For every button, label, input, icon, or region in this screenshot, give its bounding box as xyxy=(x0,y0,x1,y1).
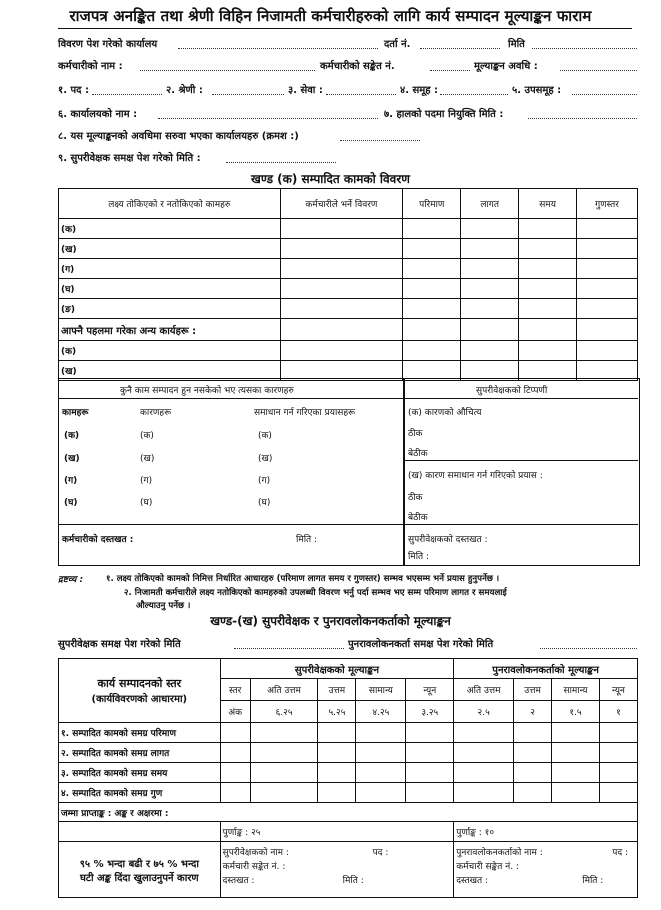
sup-eval-header: सुपरीवेक्षकको मूल्याङ्कन xyxy=(220,659,454,679)
col-cost: लागत xyxy=(461,189,519,219)
prev-offices-field[interactable] xyxy=(340,130,420,141)
sup-name-label: सुपरीवेक्षकको नाम : xyxy=(222,848,289,858)
eval-table xyxy=(58,658,638,898)
full-marks-sup: पुर्णाङ्क : २५ xyxy=(220,822,454,842)
emp-sign-date: मिति : xyxy=(296,535,318,545)
sup-date-label: मिति : xyxy=(342,876,364,886)
row-label: (ख) xyxy=(59,361,281,381)
cell[interactable] xyxy=(280,259,403,279)
cell[interactable] xyxy=(403,319,461,341)
rev-submit-label: पुनरावलोकनकर्ता समक्ष पेश गरेको मिति xyxy=(348,639,494,650)
cell[interactable] xyxy=(514,763,552,783)
sup-mark: ६.२५ xyxy=(250,701,318,723)
sup-sign-label: सुपरीवेक्षकको दस्तखत : xyxy=(408,535,488,545)
cell[interactable] xyxy=(514,743,552,763)
cell[interactable] xyxy=(356,763,406,783)
table-row xyxy=(59,319,638,341)
eval-period-label: मूल्याङ्कन अवधि : xyxy=(474,61,538,72)
note-line-3: औल्याउनु पर्नेछ । xyxy=(136,601,191,611)
comment-split-rule xyxy=(403,460,638,461)
section-a-title: खण्ड (क) सम्पादित कामको विवरण xyxy=(251,172,410,186)
cell[interactable] xyxy=(250,763,318,783)
cell[interactable] xyxy=(519,259,577,279)
sup-sign-date: मिति : xyxy=(408,552,430,562)
reason-row: (क) xyxy=(140,431,154,441)
reason-row: (क) xyxy=(258,431,272,441)
cell[interactable] xyxy=(519,279,577,299)
cell[interactable] xyxy=(318,763,356,783)
marks-label: अंक xyxy=(220,701,250,723)
cell[interactable] xyxy=(356,723,406,743)
rev-level: अति उत्तम xyxy=(454,679,514,701)
cell[interactable] xyxy=(552,783,600,803)
col-quality: गुणस्तर xyxy=(577,189,638,219)
cell[interactable] xyxy=(403,279,461,299)
cell[interactable] xyxy=(599,783,637,803)
note-label: द्रष्टव्य : xyxy=(58,575,84,585)
sup-submit-field[interactable] xyxy=(234,638,344,649)
rev-sign-block[interactable] xyxy=(454,842,638,898)
cell[interactable] xyxy=(599,763,637,783)
emp-name-field[interactable] xyxy=(140,60,315,71)
cell[interactable] xyxy=(461,341,519,361)
reason-block xyxy=(59,842,221,898)
cell[interactable] xyxy=(318,783,356,803)
cell[interactable] xyxy=(356,743,406,763)
emp-code-field[interactable] xyxy=(430,60,470,71)
rev-name-line xyxy=(456,845,635,859)
cell[interactable] xyxy=(406,783,454,803)
cell[interactable] xyxy=(454,763,514,783)
subgroup-field[interactable] xyxy=(572,84,637,95)
rev-mark: १ xyxy=(599,701,637,723)
sup-level: सामान्य xyxy=(356,679,406,701)
cell[interactable] xyxy=(577,319,638,341)
rev-date-label: मिति : xyxy=(582,876,604,886)
reason-row: (घ) xyxy=(258,498,271,508)
note-line-2: २. निजामती कर्मचारीले लक्ष्य नतोकिएको कामहरुको उपलब्धी विवरण भर्नु पर्दा सम्भव भए सम्म परिमाण लागत र समयलाई xyxy=(124,588,507,598)
table-row xyxy=(59,763,638,783)
sup-sign-label: दस्तखत : xyxy=(222,876,255,886)
other-work-label: आफ्नै पहलमा गरेका अन्य कार्यहरू : xyxy=(59,319,281,341)
rev-eval-header: पुनरावलोकनकर्ताको मूल्याङ्कन xyxy=(454,659,638,679)
sup-post-label: पद : xyxy=(372,848,389,858)
submit-date-label: ९. सुपरीवेक्षक समक्ष पेश गरेको मिति : xyxy=(58,153,201,164)
rev-mark: २.५ xyxy=(454,701,514,723)
rev-name-label: पुनरावलोकनकर्ताको नाम : xyxy=(456,848,543,858)
cell[interactable] xyxy=(220,743,250,763)
cell[interactable] xyxy=(280,299,403,319)
cell[interactable] xyxy=(318,723,356,743)
cell[interactable] xyxy=(461,219,519,239)
group-label: ४. समूह : xyxy=(400,85,439,96)
table-row xyxy=(59,783,638,803)
sup-mark: ५.२५ xyxy=(318,701,356,723)
cell[interactable] xyxy=(454,783,514,803)
reason-row: (क) xyxy=(64,431,80,441)
submit-date-field[interactable] xyxy=(226,152,336,163)
cell[interactable] xyxy=(552,743,600,763)
total-label[interactable]: जम्मा प्राप्ताङ्क : अङ्क र अक्षरमा : xyxy=(59,803,638,822)
level-title: कार्य सम्पादनको स्तर xyxy=(97,677,182,690)
col-quantity: परिमाण xyxy=(403,189,461,219)
sup-sign-line xyxy=(223,873,452,887)
row-label: (घ) xyxy=(59,279,281,299)
sup-mark: ३.२५ xyxy=(406,701,454,723)
rev-level: न्यून xyxy=(599,679,637,701)
section-b-title: खण्ड-(ख) सुपरीवेक्षक र पुनरावलोकनकर्ताको मूल्याङ्कन xyxy=(210,614,451,628)
sup-name-line xyxy=(223,845,452,859)
cell[interactable] xyxy=(519,319,577,341)
reason-row: (ग) xyxy=(258,476,271,486)
service-field[interactable] xyxy=(326,84,396,95)
cell[interactable] xyxy=(280,239,403,259)
table-row xyxy=(59,219,638,239)
cell[interactable] xyxy=(599,743,637,763)
group-field[interactable] xyxy=(440,84,508,95)
reason-row: (ग) xyxy=(64,476,78,486)
sup-code-label: कर्मचारी सङ्केत नं. : xyxy=(222,862,286,872)
emp-code-label: कर्मचारीको सङ्केत नं. xyxy=(320,61,395,72)
cell[interactable] xyxy=(461,319,519,341)
table-row xyxy=(59,299,638,319)
cell[interactable] xyxy=(461,239,519,259)
sup-submit-label: सुपरीवेक्षक समक्ष पेश गरेको मिति xyxy=(58,639,181,650)
comment-reason-justification: (क) कारणको औचित्य xyxy=(408,408,482,418)
form-title: राजपत्र अनङ्कित तथा श्रेणी विहिन निजामती कर्मचारीहरुको लागि कार्य सम्पादन मूल्याङ्कन फाराम xyxy=(69,7,592,25)
cell[interactable] xyxy=(318,743,356,763)
cell[interactable] xyxy=(552,723,600,743)
cell[interactable] xyxy=(577,279,638,299)
post-field[interactable] xyxy=(92,84,162,95)
cell[interactable] xyxy=(403,219,461,239)
note-line-1: १. लक्ष्य तोकिएको कामको निमित्त निर्धारित आधारहरु (परिमाण लागत समय र गुणस्तर) सम्भव भएसम्म भर्ने प्रयास हुनुपर्नेछ । xyxy=(106,574,500,584)
criteria-label: ४. सम्पादित कामको समग्र गुण xyxy=(59,783,221,803)
rev-code-label: कर्मचारी सङ्केत नं. : xyxy=(456,862,519,872)
col-emp-detail: कर्मचारीले भर्ने विवरण xyxy=(280,189,403,219)
sup-level: न्यून xyxy=(406,679,454,701)
grade-label: २. श्रेणी : xyxy=(166,85,203,96)
cell[interactable] xyxy=(577,239,638,259)
cell[interactable] xyxy=(220,763,250,783)
row-label: (ङ) xyxy=(59,299,281,319)
level-label: स्तर xyxy=(220,679,250,701)
cell[interactable] xyxy=(280,219,403,239)
level-header xyxy=(59,659,221,723)
reason-col-effort: समाधान गर्न गरिएका प्रयासहरू xyxy=(254,408,356,418)
rev-level: उत्तम xyxy=(514,679,552,701)
regno-field[interactable] xyxy=(420,38,500,49)
col-time: समय xyxy=(519,189,577,219)
cell[interactable] xyxy=(461,299,519,319)
table-row xyxy=(59,723,638,743)
cell[interactable] xyxy=(461,259,519,279)
cell[interactable] xyxy=(514,783,552,803)
subgroup-label: ५. उपसमूह : xyxy=(512,85,562,96)
reason-col-reason: कारणहरू xyxy=(140,408,172,418)
eval-period-field[interactable] xyxy=(560,60,637,71)
work-table xyxy=(58,188,638,381)
rev-mark: १.५ xyxy=(552,701,600,723)
sup-level: उत्तम xyxy=(318,679,356,701)
regno-label: दर्ता नं. xyxy=(384,39,411,50)
cell[interactable] xyxy=(356,783,406,803)
cell[interactable] xyxy=(406,723,454,743)
reason-row: (घ) xyxy=(140,498,153,508)
criteria-label: ३. सम्पादित कामको समग्र समय xyxy=(59,763,221,783)
sup-sign-block[interactable] xyxy=(220,842,454,898)
cell[interactable] xyxy=(454,723,514,743)
cell[interactable] xyxy=(280,341,403,361)
rev-mark: २ xyxy=(514,701,552,723)
rev-sign-line xyxy=(456,873,635,887)
date-label: मिति xyxy=(508,39,525,50)
cell[interactable] xyxy=(220,783,250,803)
comment-not-ok-2[interactable]: बेठीक xyxy=(408,513,428,523)
title-underline xyxy=(58,28,632,29)
reason-text-1: ९५ % भन्दा बढी र ७५ % भन्दा xyxy=(79,858,199,870)
cell[interactable] xyxy=(280,279,403,299)
cell[interactable] xyxy=(519,341,577,361)
comment-ok[interactable]: ठीक xyxy=(408,429,423,439)
cell[interactable] xyxy=(403,259,461,279)
reason-col-work: कामहरू xyxy=(62,408,89,418)
reason-row: (ख) xyxy=(258,454,273,464)
cell[interactable] xyxy=(577,219,638,239)
comment-ok-2[interactable]: ठीक xyxy=(408,493,423,503)
comment-effort: (ख) कारण समाधान गर्न गरिएको प्रयास : xyxy=(408,471,543,481)
comment-not-ok[interactable]: बेठीक xyxy=(408,449,428,459)
row-label: (क) xyxy=(59,219,281,239)
appoint-date-field[interactable] xyxy=(528,108,637,119)
reason-row: (ग) xyxy=(140,476,153,486)
reason-row: (ख) xyxy=(64,454,80,464)
cell[interactable] xyxy=(552,763,600,783)
cell[interactable] xyxy=(519,219,577,239)
sign-rule xyxy=(58,524,638,525)
table-row xyxy=(59,279,638,299)
criteria-label: १. सम्पादित कामको समग्र परिमाण xyxy=(59,723,221,743)
col-target-work: लक्ष्य तोकिएको र नतोकिएको कामहरु xyxy=(59,189,281,219)
cell[interactable] xyxy=(514,723,552,743)
reason-text-2: घटी अङ्क दिंदा खुलाउनुपर्ने कारण xyxy=(80,872,199,884)
cell[interactable] xyxy=(403,239,461,259)
cell[interactable] xyxy=(461,279,519,299)
cell[interactable] xyxy=(403,341,461,361)
office-field[interactable] xyxy=(178,38,378,49)
reason-row: (ख) xyxy=(140,454,155,464)
cell[interactable] xyxy=(577,259,638,279)
rev-submit-field[interactable] xyxy=(540,638,637,649)
office-name-label: ६. कार्यालयको नाम : xyxy=(58,109,138,120)
full-marks-rev: पुर्णाङ्क : १० xyxy=(454,822,638,842)
date-field[interactable] xyxy=(532,38,637,49)
rev-sign-label: दस्तखत : xyxy=(456,876,489,886)
rev-post-label: पद : xyxy=(612,848,629,858)
cell[interactable] xyxy=(250,783,318,803)
cell[interactable] xyxy=(599,723,637,743)
office-label: विवरण पेश गरेको कार्यालय xyxy=(58,39,158,50)
cell[interactable] xyxy=(577,341,638,361)
row-label: (क) xyxy=(59,341,281,361)
emp-name-label: कर्मचारीको नाम : xyxy=(58,61,123,72)
table-row xyxy=(59,743,638,763)
cell[interactable] xyxy=(250,743,318,763)
cell[interactable] xyxy=(519,239,577,259)
cell[interactable] xyxy=(403,299,461,319)
cell[interactable] xyxy=(250,723,318,743)
row-label: (ग) xyxy=(59,259,281,279)
level-sub: (कार्यविवरणको आधारमा) xyxy=(91,694,188,705)
rev-level: सामान्य xyxy=(552,679,600,701)
sup-mark: ४.२५ xyxy=(356,701,406,723)
table-row xyxy=(59,259,638,279)
row-label: (ख) xyxy=(59,239,281,259)
cell[interactable] xyxy=(220,723,250,743)
criteria-label: २. सम्पादित कामको समग्र लागत xyxy=(59,743,221,763)
sup-level: अति उत्तम xyxy=(250,679,318,701)
reasons-title: कुनै काम सम्पादन हुन नसकेको भए त्यसका कारणहरु xyxy=(120,386,294,396)
appoint-date-label: ७. हालको पदमा नियुक्ति मिति : xyxy=(384,109,504,120)
table-row xyxy=(59,341,638,361)
cell[interactable] xyxy=(406,743,454,763)
post-label: १. पद : xyxy=(58,85,89,96)
service-label: ३. सेवा : xyxy=(288,85,323,96)
cell[interactable] xyxy=(577,299,638,319)
prev-offices-label: ८. यस मूल्याङ्कनको अवधिमा सरुवा भएका कार्यालयहरु (क्रमश :) xyxy=(58,131,299,142)
cell[interactable] xyxy=(406,763,454,783)
emp-sign-label: कर्मचारीको दस्तखत : xyxy=(62,535,134,545)
office-name-field[interactable] xyxy=(158,108,378,119)
cell[interactable] xyxy=(280,319,403,341)
grade-field[interactable] xyxy=(212,84,284,95)
blank-cell xyxy=(59,822,221,842)
cell[interactable] xyxy=(454,743,514,763)
table-row xyxy=(59,239,638,259)
reason-row: (घ) xyxy=(64,498,78,508)
cell[interactable] xyxy=(519,299,577,319)
sup-comment-title: सुपरीवेक्षकको टिप्पणी xyxy=(476,386,548,396)
